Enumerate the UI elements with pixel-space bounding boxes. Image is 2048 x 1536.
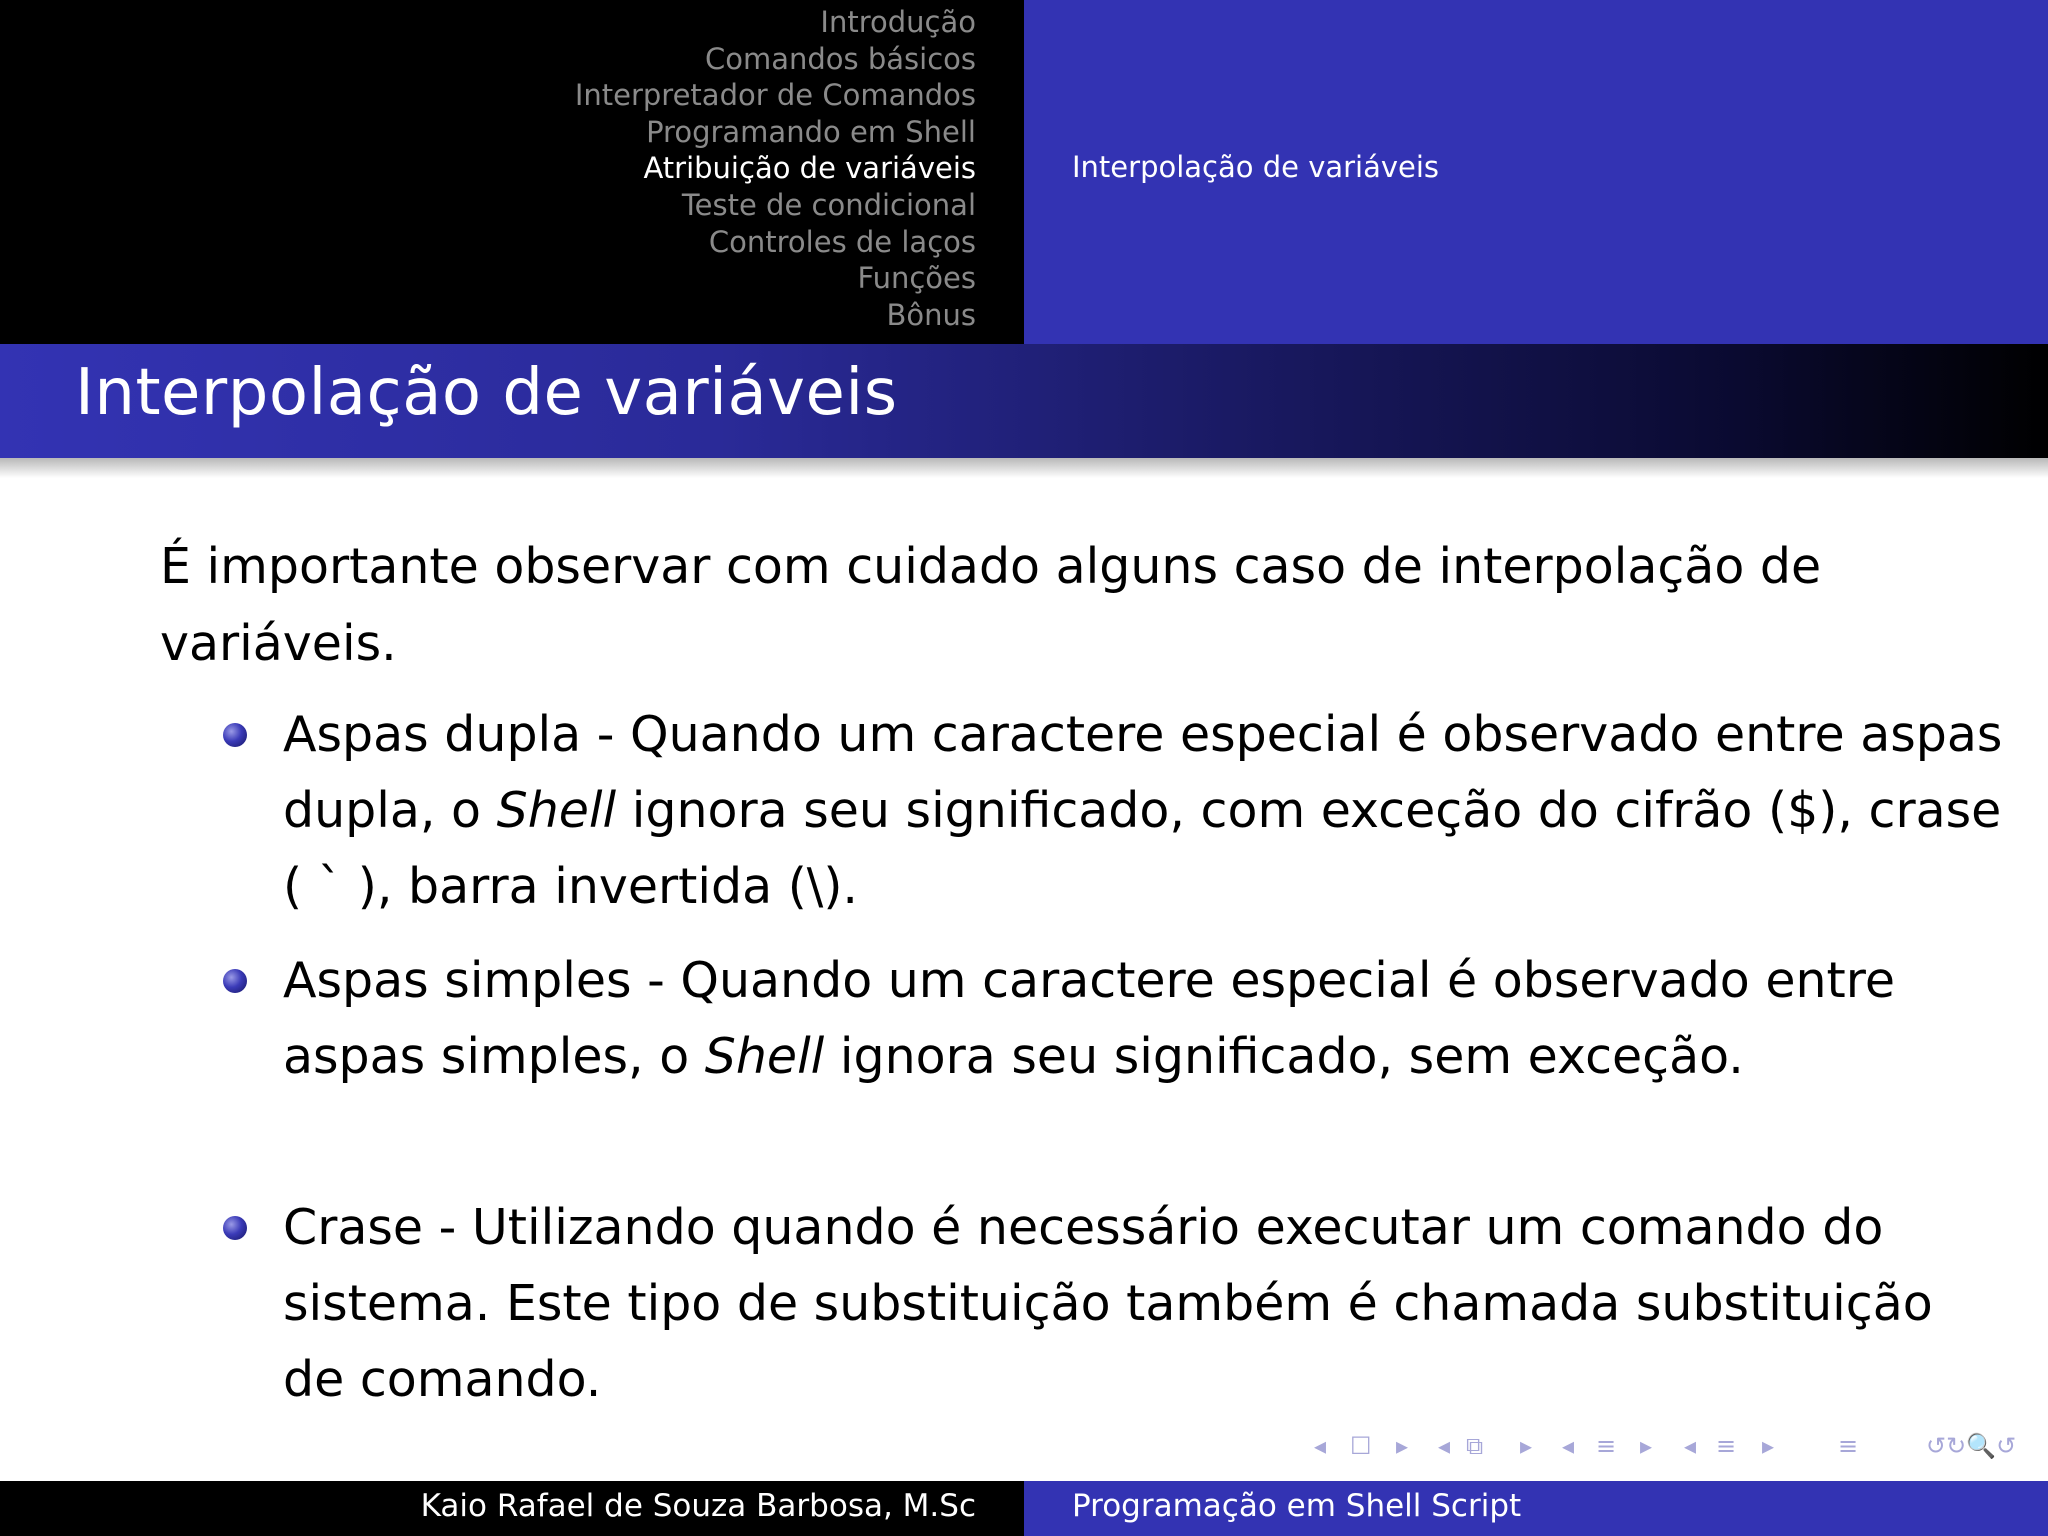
frame-next-icon[interactable]: ▸ xyxy=(1396,1432,1409,1460)
section-item-comandos-basicos[interactable]: Comandos básicos xyxy=(704,41,976,76)
bullet-text: Aspas dupla - Quando um caractere especial é observado entre aspas dupla, o xyxy=(283,706,2003,839)
subsection-icon[interactable]: ⧉ xyxy=(1466,1432,1484,1460)
section-prev-icon[interactable]: ◂ xyxy=(1562,1432,1575,1460)
bullet-emphasis: Shell xyxy=(496,782,617,839)
toc-icon[interactable]: ≡ xyxy=(1838,1432,1859,1460)
bullet-ball-icon xyxy=(223,1216,247,1240)
bullet-text: Crase - Utilizando quando é necessário executar um comando do sistema. Este tipo de substituição também é chamada substituição de comando. xyxy=(283,1199,1933,1408)
subsection-prev-icon[interactable]: ◂ xyxy=(1438,1432,1451,1460)
frame-title-bar xyxy=(0,344,2048,458)
section-list xyxy=(575,4,976,333)
search-undo-redo-icons[interactable]: ↺↻🔍↺ xyxy=(1926,1432,2017,1460)
bullet-item-aspas-dupla xyxy=(283,697,2003,925)
document-prev-icon[interactable]: ◂ xyxy=(1684,1432,1697,1460)
subsection-navigation xyxy=(1024,0,2048,344)
section-navigation xyxy=(0,0,1024,344)
section-item-funcoes[interactable]: Funções xyxy=(857,261,976,296)
section-item-atribuicao-active[interactable]: Atribuição de variáveis xyxy=(643,151,976,186)
subsection-item-active[interactable]: Interpolação de variáveis xyxy=(1072,150,1440,184)
section-item-teste-condicional[interactable]: Teste de condicional xyxy=(681,187,976,222)
frame-title: Interpolação de variáveis xyxy=(75,356,898,430)
header xyxy=(0,0,2048,344)
footer-author-box xyxy=(0,1481,1024,1536)
subsection-next-icon[interactable]: ▸ xyxy=(1520,1432,1533,1460)
section-item-programando[interactable]: Programando em Shell xyxy=(646,114,976,149)
bullet-ball-icon xyxy=(223,969,247,993)
document-next-icon[interactable]: ▸ xyxy=(1762,1432,1775,1460)
section-item-controles-lacos[interactable]: Controles de laços xyxy=(708,224,976,259)
section-item-introducao[interactable]: Introdução xyxy=(820,5,976,39)
frame-icon[interactable]: ☐ xyxy=(1350,1432,1372,1460)
title-bar-shadow xyxy=(0,458,2048,478)
footer-title-box xyxy=(1024,1481,2048,1536)
bullet-item-crase xyxy=(283,1190,2003,1418)
footer-title: Programação em Shell Script xyxy=(1072,1488,1522,1524)
footer-author: Kaio Rafael de Souza Barbosa, M.Sc xyxy=(420,1488,976,1524)
bullet-emphasis: Shell xyxy=(704,1028,825,1085)
bullet-text: ignora seu significado, com exceção do cifrão ($), crase ( ` ), barra invertida (\). xyxy=(283,782,2002,915)
document-icon[interactable]: ≡ xyxy=(1716,1432,1737,1460)
bullet-text: ignora seu significado, sem exceção. xyxy=(824,1028,1744,1085)
section-item-bonus[interactable]: Bônus xyxy=(886,297,976,332)
navigation-symbols xyxy=(1314,1432,2034,1468)
intro-paragraph: É importante observar com cuidado alguns caso de interpolação de variáveis. xyxy=(160,538,1822,672)
bullet-ball-icon xyxy=(223,723,247,747)
frame-prev-icon[interactable]: ◂ xyxy=(1314,1432,1327,1460)
bullet-text: Aspas simples - Quando um caractere especial é observado entre aspas simples, o xyxy=(283,952,1895,1085)
section-icon[interactable]: ≡ xyxy=(1596,1432,1617,1460)
bullet-item-aspas-simples xyxy=(283,943,2003,1095)
section-item-interpretador[interactable]: Interpretador de Comandos xyxy=(574,78,976,113)
section-next-icon[interactable]: ▸ xyxy=(1640,1432,1653,1460)
